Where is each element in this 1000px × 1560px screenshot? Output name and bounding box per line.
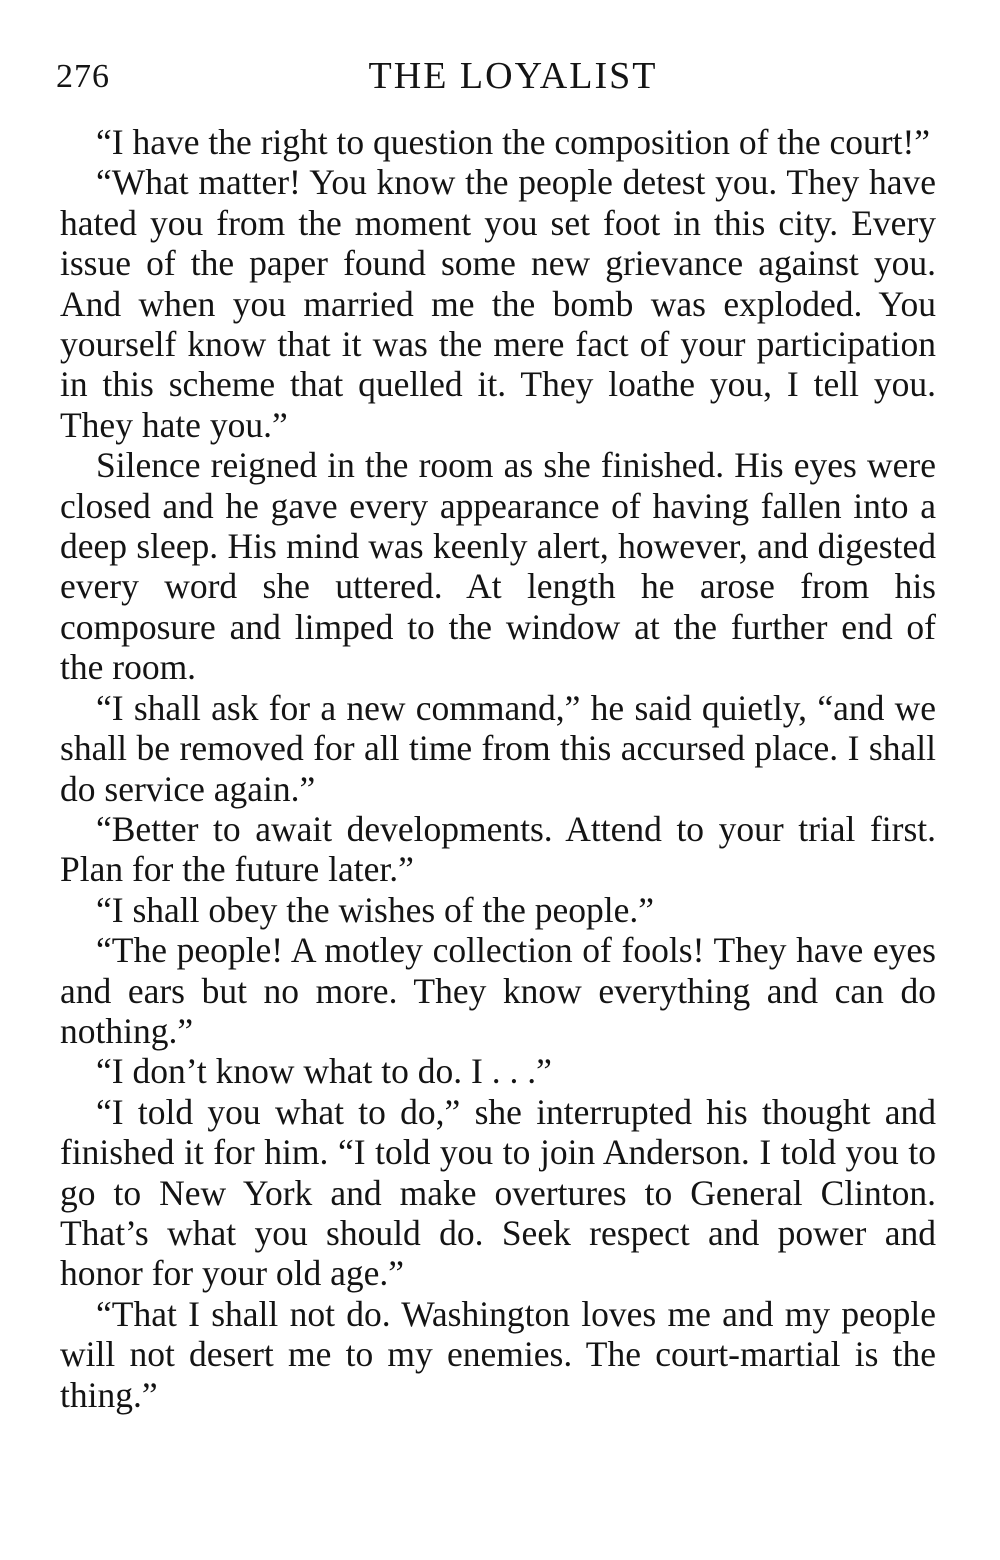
paragraph: “Better to await developments. Attend to your trial first. Plan for the future later.” [60, 808, 936, 890]
paragraph: Silence reigned in the room as she finished. His eyes were closed and he gave every appearance of having fallen into a deep sleep. His mind was keenly alert, however, and digested every word she uttered. At length he arose from his composure and limped to the window at the further end of the room. [60, 445, 936, 688]
paragraph: “What matter! You know the people detest you. They have hated you from the moment you set foot in this city. Every issue of the paper found some new grievance against you. And when you married me the bomb was exploded. You yourself know that it was the mere fact of your participation in this scheme that quelled it. They loathe you, I tell you. They hate you.” [60, 162, 936, 445]
paragraph: “That I shall not do. Washington loves me and my people will not desert me to my enemies. The court-martial is the thing.” [60, 1293, 936, 1415]
running-title: THE LOYALIST [368, 55, 658, 97]
paragraph: “I shall ask for a new command,” he said quietly, “and we shall be removed for all time from this accursed place. I shall do service again.” [60, 687, 936, 809]
paragraph: “I don’t know what to do. I . . .” [96, 1051, 552, 1092]
paragraph: “I have the right to question the composition of the court!” [96, 122, 931, 162]
page-header [56, 54, 940, 104]
body-text [60, 122, 936, 1415]
paragraph: “The people! A motley collection of fools! They have eyes and ears but no more. They know everything and can do nothing.” [60, 930, 936, 1051]
page-number: 276 [56, 58, 110, 95]
paragraph: “I told you what to do,” she interrupted his thought and finished it for him. “I told you to join Anderson. I told you to go to New York and make overtures to General Clinton. That’s what you should do. Seek respect and power and honor for your old age.” [60, 1091, 936, 1294]
paragraph: “I shall obey the wishes of the people.” [96, 889, 654, 930]
